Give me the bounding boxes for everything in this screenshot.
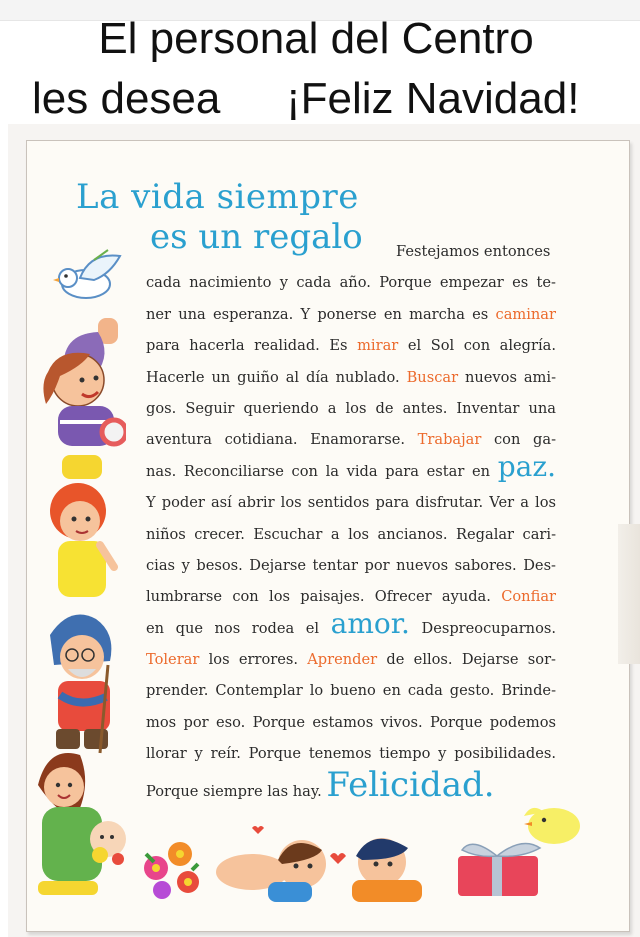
body-line: [146, 449, 556, 487]
body-text-run: lumbrarse con los paisajes. Ofrecer ayuda.: [146, 588, 502, 606]
highlight-word: Trabajar: [417, 431, 482, 449]
highlight-word: Aprender: [307, 651, 378, 669]
body-text-run: con ga-: [481, 431, 556, 449]
body-text-run: Hacerle un guiño al día nublado.: [146, 368, 407, 386]
highlight-word: amor.: [330, 606, 410, 640]
highlight-word: caminar: [495, 305, 556, 323]
lying-children-icon: [212, 826, 462, 906]
body-text-run: Y poder así abrir los sentidos para disfrutar. Ver a los: [146, 494, 556, 512]
body-line: [146, 644, 556, 675]
card-title-line-2: es un regalo: [150, 217, 363, 257]
chick-icon: [518, 798, 586, 850]
child-redhair-icon: [38, 455, 118, 605]
body-text-run: los errores.: [199, 651, 308, 669]
body-text-run: Porque siempre las hay.: [146, 782, 327, 800]
card-title-line-1: La vida siempre: [76, 177, 359, 217]
body-text-run: mos por eso. Porque estamos vivos. Porque podemos: [146, 713, 556, 731]
header: [0, 0, 640, 124]
child-climbing-icon: [38, 314, 126, 454]
body-line: [146, 606, 556, 644]
body-text-run: gos. Seguir queriendo a los de antes. Inventar una: [146, 399, 556, 417]
body-line: [146, 236, 556, 267]
header-line-2b: ¡Feliz Navidad!: [286, 74, 580, 123]
highlight-word: Felicidad.: [326, 764, 495, 805]
body-line: [146, 362, 556, 393]
body-text-run: nuevos ami-: [458, 368, 556, 386]
body-line: [146, 764, 556, 805]
dove-icon: [50, 248, 132, 308]
mother-baby-icon: [28, 745, 144, 905]
body-text-run: de ellos. Dejarse sor-: [377, 651, 556, 669]
card-body-text: [146, 236, 557, 805]
highlight-word: mirar: [357, 337, 399, 355]
header-line-2a: les desea: [32, 74, 221, 123]
body-text-run: ner una esperanza. Y ponerse en marcha es: [146, 305, 496, 323]
body-line: [146, 299, 556, 330]
body-line: [146, 330, 556, 361]
header-line-1: El personal del Centro: [98, 14, 534, 63]
highlight-word: Confiar: [501, 588, 556, 606]
body-line: [146, 424, 556, 455]
flowers-icon: [136, 834, 216, 904]
body-text-run: nas. Reconciliarse con la vida para estar en: [146, 462, 498, 480]
body-line: [146, 393, 556, 424]
highlight-word: paz.: [497, 449, 556, 483]
body-text-run: cada nacimiento y cada año. Porque empezar es te-: [146, 274, 556, 292]
highlight-word: Buscar: [406, 368, 459, 386]
body-line: [146, 707, 556, 738]
body-line: [146, 675, 556, 706]
page-curl: [618, 524, 640, 664]
body-line: [146, 487, 556, 518]
body-text-run: niños crecer. Escuchar a los ancianos. Regalar cari-: [146, 525, 556, 543]
body-text-run: aventura cotidiana. Enamorarse.: [146, 431, 418, 449]
body-text-run: en que nos rodea el: [146, 619, 331, 637]
body-text-run: cias y besos. Dejarse tentar por nuevos sabores. Des-: [146, 556, 556, 574]
highlight-word: Tolerar: [146, 651, 200, 669]
body-text-run: prender. Contemplar lo bueno en cada gesto. Brinde-: [146, 682, 556, 700]
body-text-run: llorar y reír. Porque tenemos tiempo y posibilidades.: [146, 745, 556, 763]
grandparent-icon: [40, 605, 124, 755]
body-line: [146, 267, 556, 298]
body-line: [146, 519, 556, 550]
body-text-run: el Sol con alegría.: [398, 337, 557, 355]
body-text-run: Despreocuparnos.: [409, 619, 556, 637]
body-line: [146, 550, 556, 581]
body-text-run: Festejamos entonces: [396, 243, 551, 260]
body-text-run: para hacerla realidad. Es: [146, 337, 358, 355]
